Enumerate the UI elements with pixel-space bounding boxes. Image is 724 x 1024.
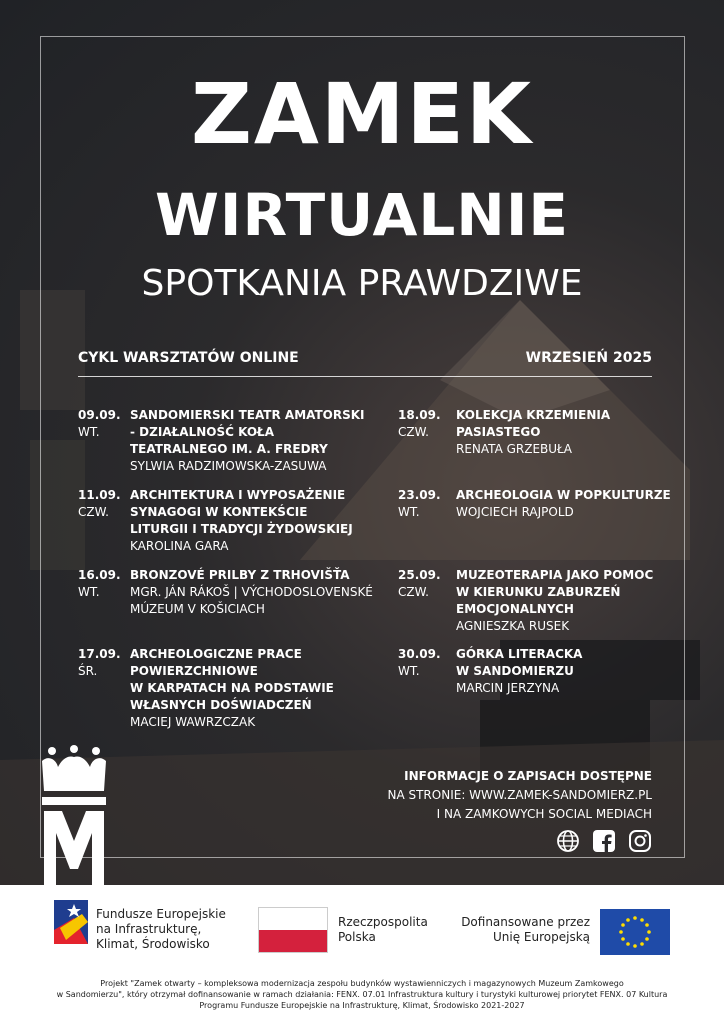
info-heading: INFORMACJE O ZAPISACH DOSTĘPNE xyxy=(404,769,652,783)
cycle-label: CYKL WARSZTATÓW ONLINE xyxy=(78,350,299,366)
event-title: - DZIAŁALNOŚĆ KOŁA xyxy=(130,425,275,439)
event-title: EMOCJONALNYCH xyxy=(456,602,574,616)
event-date: 25.09. xyxy=(398,568,441,582)
event-day: CZW. xyxy=(398,585,429,599)
event-day: CZW. xyxy=(398,425,429,439)
event-day: CZW. xyxy=(78,505,109,519)
polish-flag xyxy=(258,907,328,953)
info-website[interactable]: NA STRONIE: WWW.ZAMEK-SANDOMIERZ.PL xyxy=(387,788,652,802)
event-title: SYNAGOGI W KONTEKŚCIE xyxy=(130,505,308,519)
facebook-icon[interactable] xyxy=(592,829,616,853)
event-title: GÓRKA LITERACKA xyxy=(456,647,583,661)
project-note: Projekt "Zamek otwarty – kompleksowa modernizacja zespołu budynków wystawienniczych i magazynowych Muzeum Zamkowego w Sandomierzu", który otrzymał dofinansowanie w ramach działania: FENX. 07.01 Infrastruktura kultury i turystyki kulturowej priorytet FENX. 07 Kultura Programu Fundusze Europejskie na Infrastrukturę, Klimat, Środowisko 2021-2027 xyxy=(56,979,668,1010)
event-speaker: RENATA GRZEBUŁA xyxy=(456,442,573,456)
event-date: 11.09. xyxy=(78,488,121,502)
title-wirtualnie: WIRTUALNIE xyxy=(154,181,570,249)
event-speaker: MARCIN JERZYNA xyxy=(456,681,560,695)
museum-logo xyxy=(38,745,110,885)
fundusze-europejskie-logo xyxy=(54,900,88,944)
event-title: ARCHEOLOGIA W POPKULTURZE xyxy=(456,488,671,502)
event-title: W SANDOMIERZU xyxy=(456,664,574,678)
event-title: W KIERUNKU ZABURZEŃ xyxy=(456,585,621,599)
event-title: KOLEKCJA KRZEMIENIA xyxy=(456,408,611,422)
event-day: WT. xyxy=(78,425,100,439)
event-speaker: WOJCIECH RAJPOLD xyxy=(456,505,574,519)
event-title: PASIASTEGO xyxy=(456,425,541,439)
event-day: WT. xyxy=(78,585,100,599)
event-day: ŚR. xyxy=(78,664,98,678)
info-social: I NA ZAMKOWYCH SOCIAL MEDIACH xyxy=(436,807,652,821)
event-title: ARCHEOLOGICZNE PRACE xyxy=(130,647,302,661)
event-speaker: AGNIESZKA RUSEK xyxy=(456,619,570,633)
month-label: WRZESIEŃ 2025 xyxy=(525,350,652,366)
fe-text: Fundusze Europejskie na Infrastrukturę, Klimat, Środowisko xyxy=(96,907,226,951)
event-title: MUZEOTERAPIA JAKO POMOC xyxy=(456,568,654,582)
event-date: 17.09. xyxy=(78,647,121,661)
event-date: 30.09. xyxy=(398,647,441,661)
social-icons xyxy=(556,829,652,853)
event-title: TEATRALNEGO IM. A. FREDRY xyxy=(130,442,328,456)
event-speaker: MGR. JÁN RÁKOŠ | VÝCHODOSLOVENSKÉ xyxy=(130,585,373,599)
event-day: WT. xyxy=(398,505,420,519)
event-title: SANDOMIERSKI TEATR AMATORSKI xyxy=(130,408,365,422)
event-day: WT. xyxy=(398,664,420,678)
event-title: WŁASNYCH DOŚWIADCZEŃ xyxy=(130,698,312,712)
event-title: BRONZOVÉ PRILBY Z TRHOVIŠŤA xyxy=(130,568,350,582)
event-title: LITURGII I TRADYCJI ŻYDOWSKIEJ xyxy=(130,522,353,536)
event-speaker: SYLWIA RADZIMOWSKA-ZASUWA xyxy=(130,459,327,473)
eu-flag xyxy=(600,909,670,955)
eu-text: Dofinansowane przez Unię Europejską xyxy=(461,915,590,944)
event-date: 16.09. xyxy=(78,568,121,582)
event-speaker: KAROLINA GARA xyxy=(130,539,229,553)
event-title: W KARPATACH NA PODSTAWIE xyxy=(130,681,334,695)
instagram-icon[interactable] xyxy=(628,829,652,853)
globe-icon[interactable] xyxy=(556,829,580,853)
registration-info xyxy=(387,767,652,824)
event-speaker: MÚZEUM V KOŠICIACH xyxy=(130,602,265,616)
event-title: POWIERZCHNIOWE xyxy=(130,664,258,678)
event-date: 09.09. xyxy=(78,408,121,422)
event-date: 23.09. xyxy=(398,488,441,502)
rp-text: Rzeczpospolita Polska xyxy=(338,915,428,944)
event-title: ARCHITEKTURA I WYPOSAŻENIE xyxy=(130,488,346,502)
event-date: 18.09. xyxy=(398,408,441,422)
subtitle: SPOTKANIA PRAWDZIWE xyxy=(141,263,583,304)
divider xyxy=(78,376,652,377)
title-zamek: ZAMEK xyxy=(191,65,533,163)
event-speaker: MACIEJ WAWRZCZAK xyxy=(130,715,256,729)
